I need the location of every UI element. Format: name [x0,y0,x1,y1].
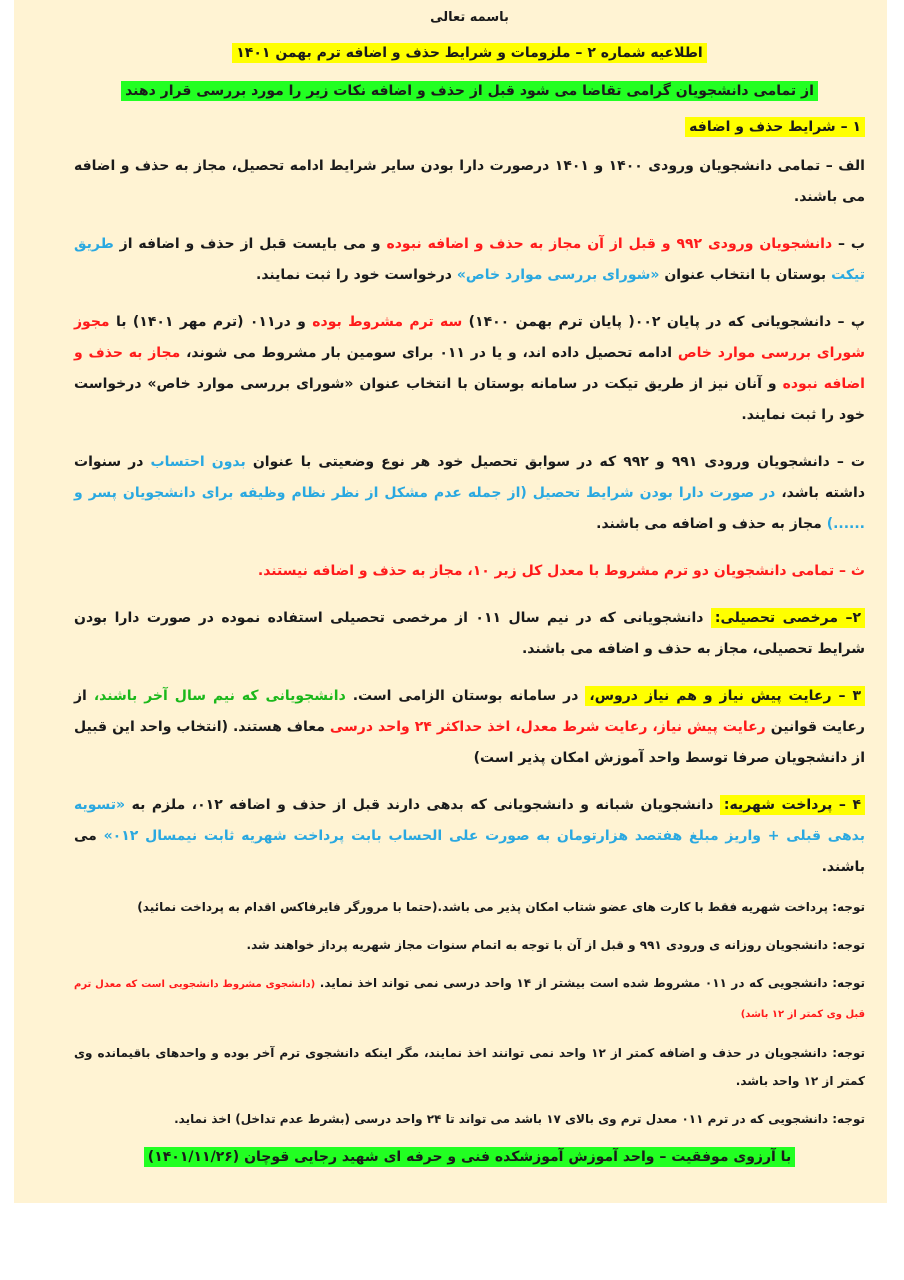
note-3 [74,969,865,1029]
be-council-title: «شورای بررسی موارد خاص» [456,267,660,283]
pe-part1: پ – دانشجویانی که در پایان ۰۰۲( پایان ترم بهمن ۱۴۰۰) [462,314,865,330]
note-5-text: دانشجویی که در ترم ۰۱۱ معدل ترم وی بالای ۱۷ باشد می تواند تا ۲۴ واحد درسی (بشرط عدم تداخل) اخذ نماید. [174,1112,833,1126]
section1-te [74,447,865,540]
pe-part4: و آنان نیز از طریق تیکت در سامانه بوستان با انتخاب عنوان «شورای بررسی موارد خاص» درخواست خود را ثبت نمایند. [74,376,865,423]
announcement-subtitle-text: از تمامی دانشجویان گرامی تقاضا می شود قبل از حذف و اضافه نکات زیر را مورد بررسی قرار دهند [121,81,818,101]
te-blue1: بدون احتساب [150,454,246,470]
closing-line [74,1149,865,1165]
te-part3: مجاز به حذف و اضافه می باشند. [596,516,827,532]
note-1 [74,893,865,921]
section3-part2: از رعایت قوانین [74,688,865,735]
section2 [74,603,865,665]
section2-text: دانشجویانی که در نیم سال ۰۱۱ از مرخصی تحصیلی استفاده نموده در صورت دارا بودن شرایط تحصیلی، مجاز به حذف و اضافه می باشند. [74,610,865,657]
note-label: توجه: [832,976,866,990]
section4-part2: می باشند. [74,828,865,875]
note-label: توجه: [832,938,865,952]
section3-part3: معاف هستند. (انتخاب واحد این قبیل از دانشجویان صرفا توسط واحد آموزش امکان پذیر است) [74,719,865,766]
note-4-text: دانشجویان در حذف و اضافه کمتر از ۱۲ واحد نمی توانند اخذ نمایند، مگر اینکه دانشجوی ترم آخر بوده و واحدهای باقیمانده وی کمتر از ۱۲ واحد باشد. [74,1046,865,1088]
section4-blue: «تسویه بدهی قبلی + واریز مبلغ هفتصد هزارتومان به صورت علی الحساب بابت پرداخت شهریه ثابت نیمسال ۰۱۲» [74,797,865,844]
document-content [74,0,865,1165]
announcement-subtitle [74,83,865,99]
section4-heading: ۴ – پرداخت شهریه: [720,795,865,815]
section1-alef: الف – تمامی دانشجویان ورودی ۱۴۰۰ و ۱۴۰۱ درصورت دارا بودن سایر شرایط ادامه تحصیل، مجاز به حذف و اضافه می باشند. [74,158,865,205]
pe-part3: ادامه تحصیل داده اند، و یا در ۰۱۱ برای سومین بار مشروط می شوند، [180,345,678,361]
be-ticket-link: طریق تیکت [74,236,865,283]
section1-se: ث – تمامی دانشجویان دو ترم مشروط با معدل کل زیر ۱۰، مجاز به حذف و اضافه نیستند. [257,563,865,579]
te-blue2: در صورت دارا بودن شرایط تحصیل (از جمله عدم مشکل از نظر نظام وظیفه برای دانشجویان پسر و ......) [74,485,865,532]
note-label: توجه: [832,1046,865,1060]
section3-heading: ۳ – رعایت پیش نیاز و هم نیاز دروس، [585,686,865,706]
section4 [74,790,865,883]
pe-red1: سه ترم مشروط بوده [312,314,463,330]
closing-text: با آرزوی موفقیت – واحد آموزش آموزشکده فنی و حرفه ای شهید رجایی قوچان (۱۴۰۱/۱۱/۲۶) [144,1147,795,1167]
note-1-text: پرداخت شهریه فقط با کارت های عضو شتاب امکان پذیر می باشد.(حتما با مرورگر فایرفاکس اقدام به پرداخت نمائید) [137,900,833,914]
section4-part1: دانشجویان شبانه و دانشجویانی که بدهی دارند قبل از حذف و اضافه ۰۱۲، ملزم به [125,797,720,813]
section1-heading [74,119,865,135]
pe-red2: مجوز شورای بررسی موارد خاص [74,314,866,361]
be-end: درخواست خود را ثبت نمایند. [256,267,457,283]
be-prefix: ب – [832,236,865,252]
be-red: دانشجویان ورودی ۹۹۲ و قبل از آن مجاز به حذف و اضافه نبوده [386,236,833,252]
section3-red: رعایت پیش نیاز، رعایت شرط معدل، اخذ حداکثر ۲۴ واحد درسی [329,719,766,735]
note-3-text: دانشجویی که در ۰۱۱ مشروط شده است بیشتر از ۱۴ واحد درسی نمی تواند اخذ نماید. [315,976,833,990]
pe-part2: و در۰۱۱ (ترم مهر ۱۴۰۱) با [109,314,313,330]
te-part2: در سنوات داشته باشد، [74,454,866,501]
section1-be [74,229,865,291]
pe-red3: مجاز به حذف و اضافه نبوده [74,345,865,392]
section3-green: دانشجویانی که نیم سال آخر باشند، [93,688,346,704]
announcement-title [74,45,865,61]
section2-heading: ۲– مرخصی تحصیلی: [711,608,865,628]
document-page [14,0,887,1203]
basmala: باسمه تعالی [430,10,509,25]
note-label: توجه: [832,900,865,914]
section1-pe [74,307,865,431]
be-mid2: بوستان با انتخاب عنوان [659,267,832,283]
note-3-red: (دانشجوی مشروط دانشجویی است که معدل ترم قبل وی کمتر از ۱۲ باشد) [74,979,865,1020]
section1-heading-text: ۱ – شرایط حذف و اضافه [685,117,865,137]
note-2-text: دانشجویان روزانه ی ورودی ۹۹۱ و قبل از آن با توجه به اتمام سنوات مجاز شهریه پرداز خواهند شد. [246,938,833,952]
section3-part1: در سامانه بوستان الزامی است. [345,688,586,704]
te-part1: ت – دانشجویان ورودی ۹۹۱ و ۹۹۲ که در سوابق تحصیل خود هر نوع وضعیتی با عنوان [245,454,865,470]
be-mid: و می بایست قبل از حذف و اضافه از [113,236,387,252]
note-label: توجه: [832,1112,865,1126]
announcement-title-text: اطلاعیه شماره ۲ – ملزومات و شرایط حذف و اضافه ترم بهمن ۱۴۰۱ [232,43,706,63]
note-4 [74,1039,865,1095]
note-2 [74,931,865,959]
section3 [74,681,865,774]
note-5 [74,1105,865,1133]
